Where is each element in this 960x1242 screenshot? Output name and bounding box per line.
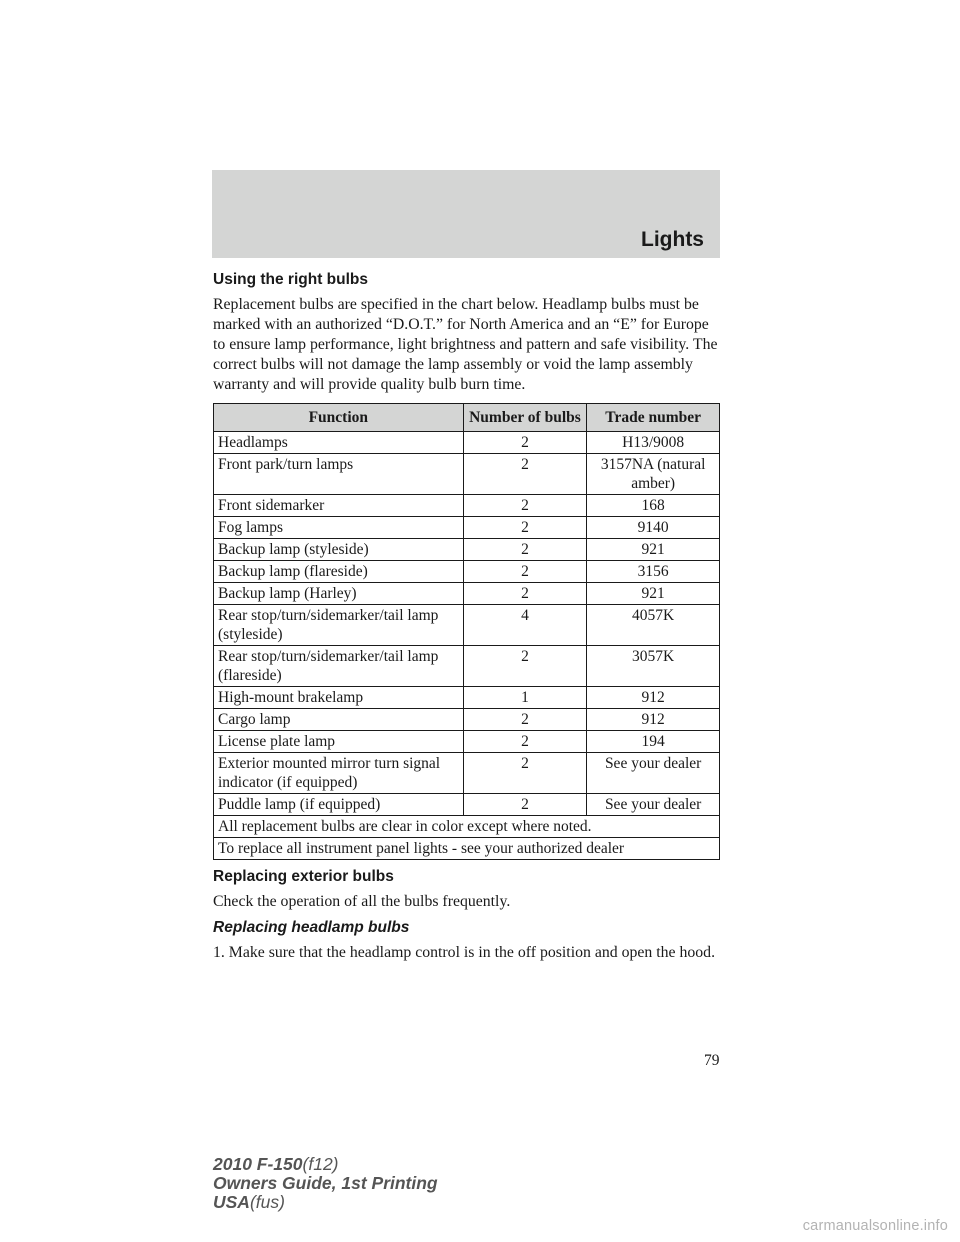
footer-printing: Owners Guide, 1st Printing — [213, 1173, 438, 1193]
cell-number-of-bulbs: 2 — [463, 517, 587, 539]
footer-print-info — [213, 1155, 438, 1212]
cell-number-of-bulbs: 2 — [463, 753, 587, 794]
table-row — [214, 583, 720, 605]
table-row — [214, 753, 720, 794]
cell-trade-number: 3057K — [587, 646, 720, 687]
cell-trade-number: 3157NA (natural amber) — [587, 454, 720, 495]
cell-trade-number: See your dealer — [587, 753, 720, 794]
table-note: To replace all instrument panel lights - see your authorized dealer — [214, 838, 720, 860]
cell-number-of-bulbs: 2 — [463, 561, 587, 583]
paragraph-check-operation: Check the operation of all the bulbs frequently. — [213, 893, 511, 910]
cell-function: Fog lamps — [214, 517, 464, 539]
bulb-table — [213, 403, 720, 860]
cell-function: Backup lamp (Harley) — [214, 583, 464, 605]
cell-function: Rear stop/turn/sidemarker/tail lamp (flareside) — [214, 646, 464, 687]
cell-trade-number: 4057K — [587, 605, 720, 646]
table-row — [214, 646, 720, 687]
cell-trade-number: See your dealer — [587, 794, 720, 816]
cell-trade-number: H13/9008 — [587, 432, 720, 454]
cell-number-of-bulbs: 4 — [463, 605, 587, 646]
page-content — [213, 270, 720, 969]
cell-function: License plate lamp — [214, 731, 464, 753]
table-row — [214, 687, 720, 709]
cell-function: Front park/turn lamps — [214, 454, 464, 495]
cell-number-of-bulbs: 1 — [463, 687, 587, 709]
footer-market-code: (fus) — [249, 1192, 285, 1212]
bulb-table-notes — [214, 816, 720, 860]
cell-number-of-bulbs: 2 — [463, 432, 587, 454]
table-row — [214, 561, 720, 583]
header-function: Function — [214, 404, 464, 432]
table-row — [214, 454, 720, 495]
cell-function: Front sidemarker — [214, 495, 464, 517]
footer-model-code: (f12) — [302, 1154, 339, 1174]
table-row — [214, 605, 720, 646]
page-number: 79 — [704, 1052, 720, 1069]
cell-trade-number: 194 — [587, 731, 720, 753]
cell-trade-number: 912 — [587, 687, 720, 709]
cell-trade-number: 3156 — [587, 561, 720, 583]
cell-function: Puddle lamp (if equipped) — [214, 794, 464, 816]
table-row — [214, 495, 720, 517]
table-row — [214, 517, 720, 539]
cell-trade-number: 912 — [587, 709, 720, 731]
table-row — [214, 794, 720, 816]
section-header-band — [212, 170, 720, 258]
cell-function: Exterior mounted mirror turn signal indicator (if equipped) — [214, 753, 464, 794]
watermark: carmanualsonline.info — [802, 1218, 948, 1234]
cell-number-of-bulbs: 2 — [463, 539, 587, 561]
table-note: All replacement bulbs are clear in color except where noted. — [214, 816, 720, 838]
cell-function: Backup lamp (styleside) — [214, 539, 464, 561]
cell-function: Rear stop/turn/sidemarker/tail lamp (styleside) — [214, 605, 464, 646]
table-note-row — [214, 816, 720, 838]
paragraph-bulb-spec: Replacement bulbs are specified in the chart below. Headlamp bulbs must be marked with an authorized “D.O.T.” for North America and an “E” for Europe to ensure lamp performance, light brightness and pattern and safe visibility. The correct bulbs will not damage the lamp assembly or void the lamp assembly warranty and will provide quality bulb burn time. — [213, 296, 718, 393]
cell-number-of-bulbs: 2 — [463, 794, 587, 816]
cell-trade-number: 921 — [587, 583, 720, 605]
cell-number-of-bulbs: 2 — [463, 454, 587, 495]
heading-replacing-exterior-bulbs: Replacing exterior bulbs — [213, 868, 394, 885]
footer-model: 2010 F-150 — [213, 1154, 303, 1174]
cell-number-of-bulbs: 2 — [463, 709, 587, 731]
cell-number-of-bulbs: 2 — [463, 646, 587, 687]
table-row — [214, 539, 720, 561]
cell-function: High-mount brakelamp — [214, 687, 464, 709]
cell-number-of-bulbs: 2 — [463, 583, 587, 605]
table-row — [214, 731, 720, 753]
cell-trade-number: 168 — [587, 495, 720, 517]
table-note-row — [214, 838, 720, 860]
cell-trade-number: 9140 — [587, 517, 720, 539]
cell-function: Cargo lamp — [214, 709, 464, 731]
section-title: Lights — [641, 228, 704, 251]
bulb-table-body — [214, 432, 720, 816]
footer-market: USA — [213, 1192, 250, 1212]
cell-function: Headlamps — [214, 432, 464, 454]
cell-trade-number: 921 — [587, 539, 720, 561]
cell-number-of-bulbs: 2 — [463, 731, 587, 753]
cell-number-of-bulbs: 2 — [463, 495, 587, 517]
table-row — [214, 709, 720, 731]
subheading-replacing-headlamp-bulbs: Replacing headlamp bulbs — [213, 919, 410, 936]
header-number-of-bulbs: Number of bulbs — [463, 404, 587, 432]
bulb-table-header — [214, 404, 720, 432]
step-1: 1. Make sure that the headlamp control is in the off position and open the hood. — [213, 944, 716, 961]
header-trade-number: Trade number — [587, 404, 720, 432]
heading-using-right-bulbs: Using the right bulbs — [213, 271, 368, 288]
table-row — [214, 432, 720, 454]
cell-function: Backup lamp (flareside) — [214, 561, 464, 583]
